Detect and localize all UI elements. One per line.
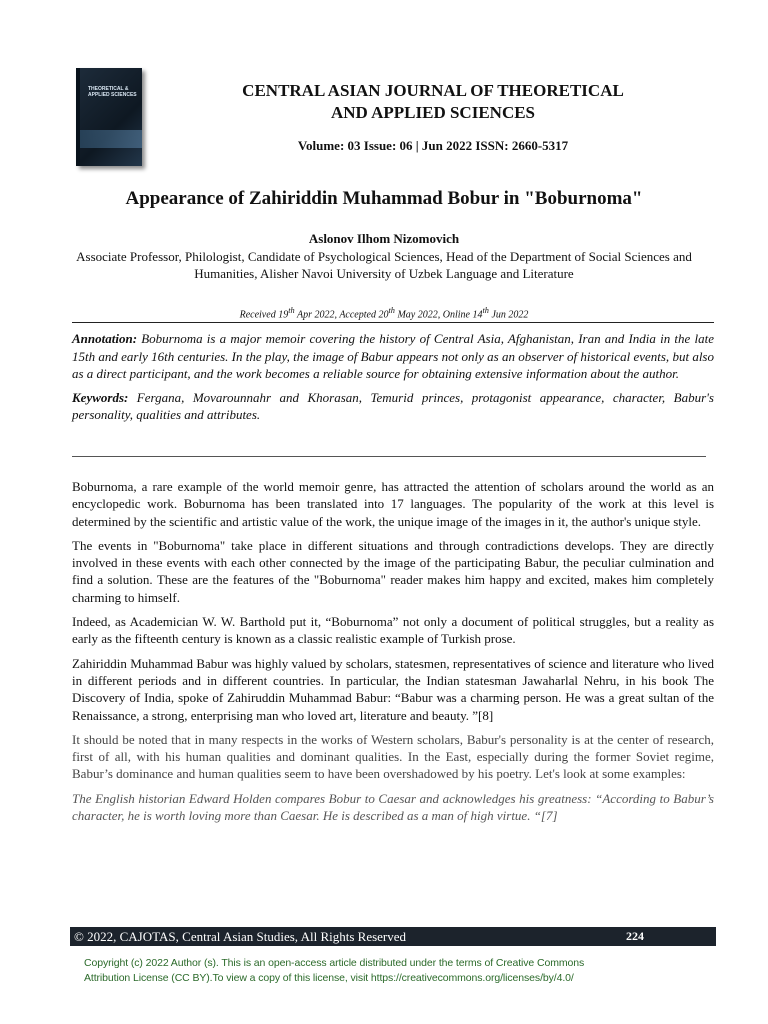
page-number: 224 <box>626 929 644 943</box>
journal-cover-image <box>76 68 142 166</box>
journal-title <box>180 80 686 124</box>
received-sup2: th <box>388 306 395 315</box>
body-paragraph-3: Indeed, as Academician W. W. Barthold put it, “Boburnoma” not only a document of political struggles, but a reality as early as the fifteenth century is known as a classic realistic example of Turkish prose. <box>72 614 714 647</box>
cover-text: THEORETICAL & APPLIED SCIENCES <box>88 86 137 98</box>
volume-issue: Volume: 03 Issue: 06 | Jun 2022 ISSN: 2660-5317 <box>297 138 569 153</box>
body-paragraph-5: It should be noted that in many respects in the works of Western scholars, Babur's personality is at the center of research, first of all, with his human qualities and dominant qualities. In the East, especially during the former Soviet regime, Babur’s dominance and human qualities seem to have been overshadowed by his poetry. Let's look at some examples: <box>72 731 714 782</box>
author-affiliation: Associate Professor, Philologist, Candidate of Psychological Sciences, Head of the Department of Social Sciences and Humanities, Alisher Navoi University of Uzbek Language and Literature <box>76 249 692 281</box>
annotation-paragraph <box>72 330 714 383</box>
body-paragraph-1: Boburnoma, a rare example of the world memoir genre, has attracted the attention of scholars around the world as an encyclopedic work. Boburnoma has been translated into 17 languages. The popularity of the work at this level is determined by the scientific and artistic value of the work, the unique image of the images in it, the author's unique style. <box>72 479 714 529</box>
abstract-block <box>72 330 714 430</box>
keywords-text: Fergana, Movarounnahr and Khorasan, Temurid princes, protagonist appearance, character, Babur's personality, qualities and attributes. <box>72 389 714 422</box>
divider-top <box>72 322 714 323</box>
received-mid2: May 2022, Online 14 <box>394 309 483 321</box>
received-prefix: Received 19 <box>239 309 289 321</box>
received-mid1: Apr 2022, Accepted 20 <box>294 309 389 321</box>
received-end: Jun 2022 <box>488 309 529 321</box>
keywords-paragraph <box>72 389 714 424</box>
footer-bar <box>70 927 716 946</box>
author-name: Aslonov Ilhom Nizomovich <box>308 231 460 246</box>
annotation-label: Annotation: <box>72 331 138 346</box>
received-sup3: th <box>482 306 489 315</box>
cover-band <box>80 130 142 148</box>
journal-title-line1: CENTRAL ASIAN JOURNAL OF THEORETICAL <box>242 81 624 100</box>
license-line-1: Copyright (c) 2022 Author (s). This is an open-access article distributed under the terms of Creative Commons <box>84 957 585 969</box>
body-paragraph-4: Zahiriddin Muhammad Babur was highly valued by scholars, statesmen, representatives of science and literature who lived in different periods and in different countries. In particular, the Indian statesman Jawaharlal Nehru, in his book The Discovery of India, spoke of Zahiruddin Muhammad Babur: “Babur was a charming person. He was a great sultan of the Renaissance, a strong, enterprising man who loved art, literature and beauty. ”[8] <box>72 655 714 723</box>
license-line-2[interactable]: Attribution License (CC BY).To view a copy of this license, visit https://creativecommons.org/licenses/by/4.0/ <box>84 972 574 984</box>
article-title: Appearance of Zahiriddin Muhammad Bobur in "Boburnoma" <box>125 188 643 209</box>
article-body <box>72 478 714 831</box>
divider-bottom <box>72 456 706 457</box>
body-paragraph-6: The English historian Edward Holden compares Bobur to Caesar and acknowledges his greatness: “According to Babur’s character, he is worth loving more than Caesar. He is described as a man of high virtue. “[7] <box>72 790 714 824</box>
received-dates <box>40 306 728 320</box>
annotation-text: Boburnoma is a major memoir covering the history of Central Asia, Afghanistan, Iran and India in the late 15th and early 16th centuries. In the play, the image of Babur appears not only as an observer of historical events, but also as a direct participant, and the work becomes a reliable source for obtaining extensive information about the author. <box>72 331 714 381</box>
keywords-label: Keywords: <box>72 389 129 405</box>
body-paragraph-2: The events in "Boburnoma" take place in different situations and through contradictions develops. They are directly involved in these events with each other connected by the image of the participating Babur, the peculiar culmination and find a solution. These are the features of the "Boburnoma" reader makes him happy and excited, makes him completely charming to himself. <box>72 537 714 605</box>
license-notice <box>84 956 694 986</box>
received-sup1: th <box>288 306 295 315</box>
journal-title-line2: AND APPLIED SCIENCES <box>330 103 536 122</box>
footer-copyright: © 2022, CAJOTAS, Central Asian Studies, All Rights Reserved <box>74 929 407 944</box>
